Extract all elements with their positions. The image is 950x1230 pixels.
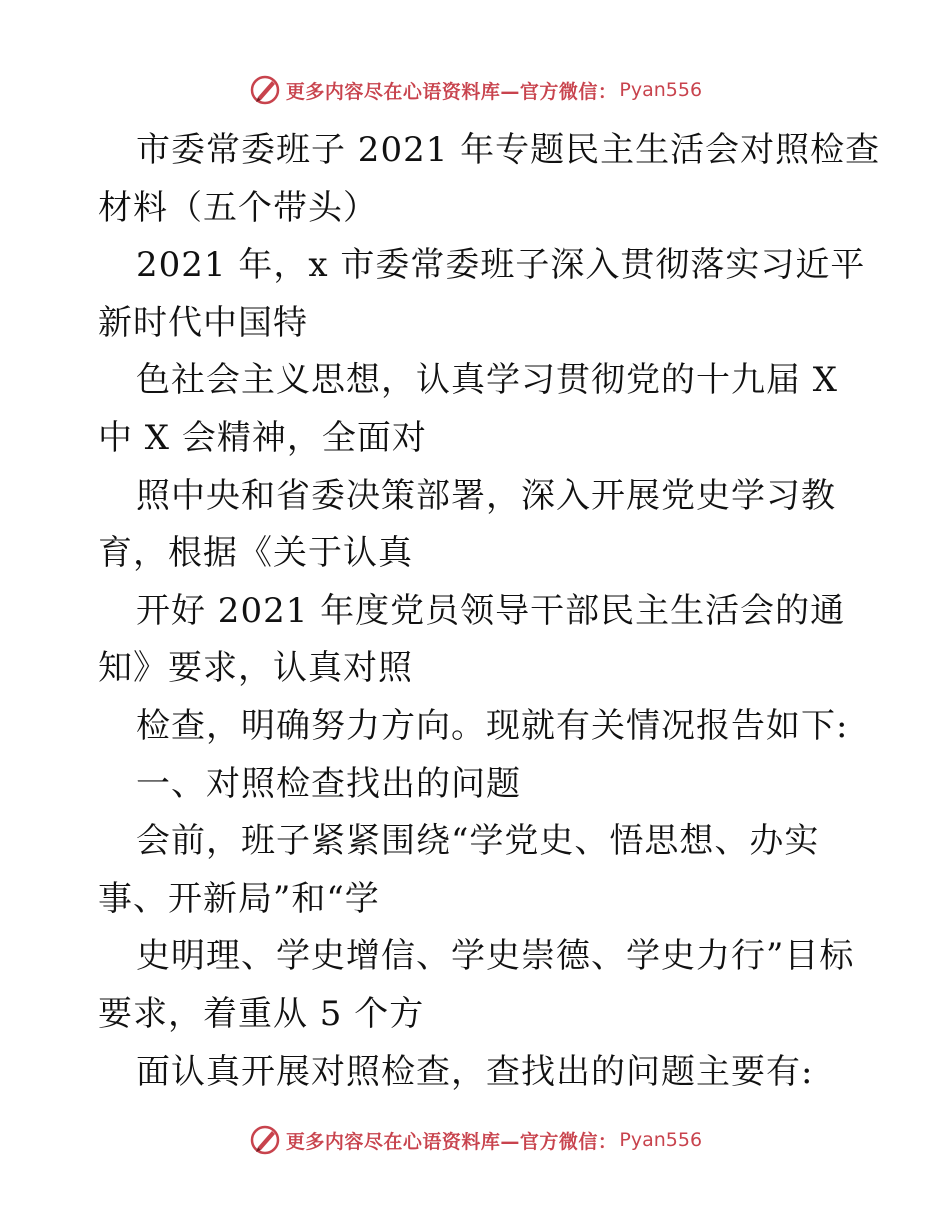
text-line: 事、开新局”和“学 (98, 878, 380, 919)
text-line: 检查，明确努力方向。现就有关情况报告如下: (136, 705, 849, 746)
document-body (98, 122, 881, 1101)
text-line: 市委常委班子 2021 年专题民主生活会对照检查 (136, 130, 881, 170)
text-line: 2021 年，x 市委常委班子深入贯彻落实习近平 (136, 245, 866, 286)
watermark-footer (0, 1120, 950, 1160)
text-line: 要求，着重从 5 个方 (98, 993, 425, 1034)
text-line: 新时代中国特 (98, 302, 308, 343)
text-line: 会前，班子紧紧围绕“学党史、悟思想、办实 (136, 821, 820, 862)
text-line: 一、对照检查找出的问题 (136, 763, 521, 804)
watermark-id: Pyan556 (619, 1129, 703, 1151)
pen-logo-icon (248, 73, 282, 107)
text-line: 色社会主义思想，认真学习贯彻党的十九届 X (136, 360, 839, 401)
text-line: 育，根据《关于认真 (98, 533, 413, 574)
watermark-text: 更多内容尽在心语资料库—官方微信： (285, 1130, 618, 1153)
text-line: 面认真开展对照检查，查找出的问题主要有: (136, 1051, 814, 1092)
text-line: 照中央和省委决策部署，深入开展党史学习教 (136, 475, 836, 516)
watermark-header (0, 70, 950, 110)
text-line: 中 X 会精神，全面对 (98, 417, 427, 458)
text-line: 史明理、学史增信、学史崇德、学史力行”目标 (136, 936, 855, 977)
pen-logo-icon (248, 1123, 282, 1157)
watermark-id: Pyan556 (619, 79, 703, 101)
text-line: 材料（五个带头） (98, 187, 378, 228)
text-line: 开好 2021 年度党员领导干部民主生活会的通 (136, 590, 846, 631)
text-line: 知》要求，认真对照 (98, 648, 413, 689)
watermark-text: 更多内容尽在心语资料库—官方微信： (285, 80, 618, 103)
